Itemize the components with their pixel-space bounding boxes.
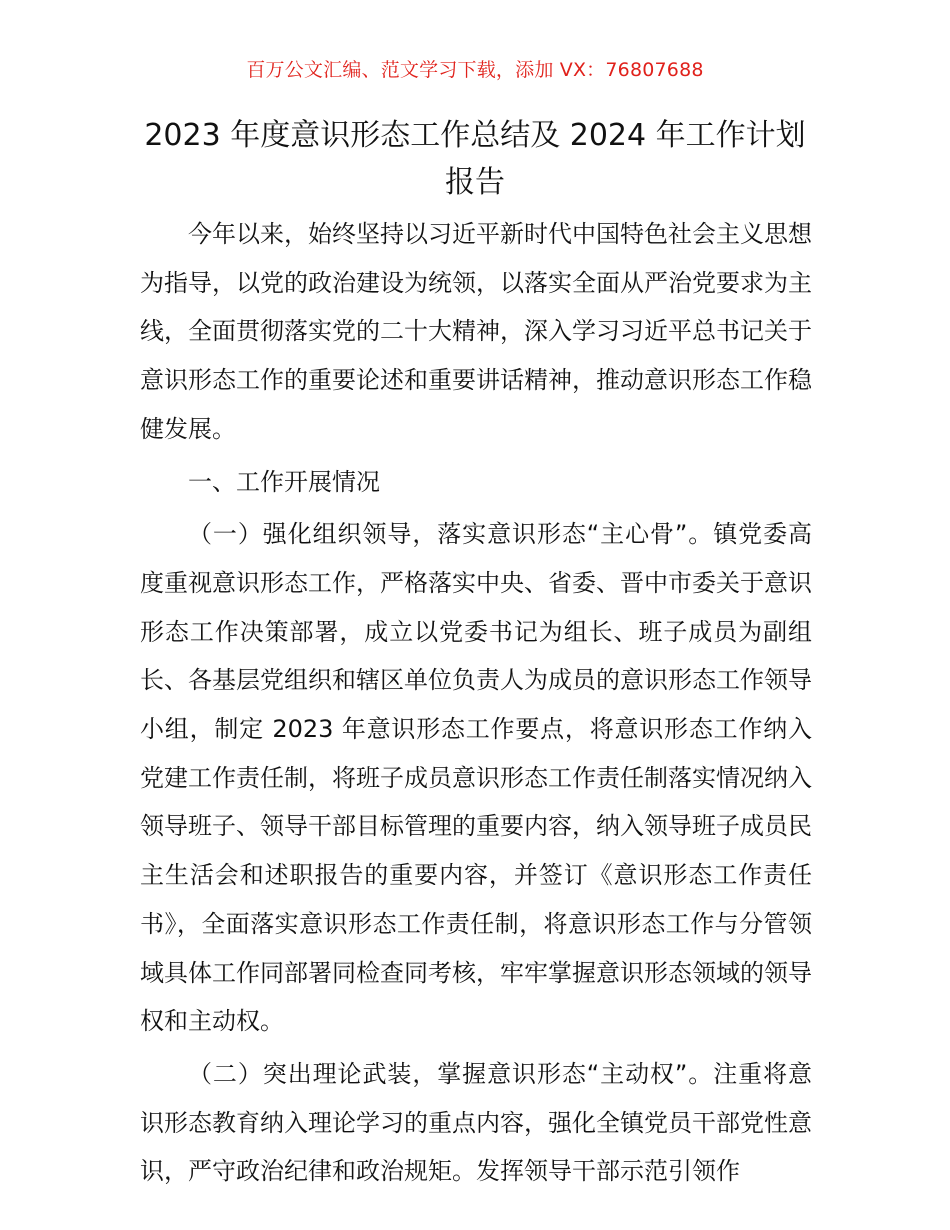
paragraph-theory-armament: （二）突出理论武装，掌握意识形态“主动权”。注重将意识形态教育纳入理论学习的重点内容，强化全镇党员干部党性意识，严守政治纪律和政治规矩。发挥领导干部示范引领作 — [140, 1059, 812, 1186]
section-heading-work-status: 一、工作开展情况 — [188, 467, 380, 496]
paragraph-intro: 今年以来，始终坚持以习近平新时代中国特色社会主义思想为指导，以党的政治建设为统领，以落实全面从严治党要求为主线，全面贯彻落实党的二十大精神，深入学习习近平总书记关于意识形态工作的重要论述和重要讲话精神，推动意识形态工作稳健发展。 — [140, 220, 812, 443]
document-title: 2023 年度意识形态工作总结及 2024 年工作计划报告 — [144, 118, 806, 200]
paragraph-organization-leadership: （一）强化组织领导，落实意识形态“主心骨”。镇党委高度重视意识形态工作，严格落实中央、省委、晋中市委关于意识形态工作决策部署，成立以党委书记为组长、班子成员为副组长、各基层党组织和辖区单位负责人为成员的意识形态工作领导小组，制定 2023 年意识形态工作要点，将意识形态工作纳入党建工作责任制，将班子成员意识形态工作责任制落实情况纳入领导班子、领导干部目标管理的重要内容，纳入领导班子成员民主生活会和述职报告的重要内容，并签订《意识形态工作责任书》，全面落实意识形态工作责任制，将意识形态工作与分管领域具体工作同部署同检查同考核，牢牢掌握意识形态领域的领导权和主动权。 — [140, 520, 812, 1036]
header-banner: 百万公文汇编、范文学习下载，添加 VX：76807688 — [246, 59, 704, 81]
document-body — [140, 210, 812, 1200]
